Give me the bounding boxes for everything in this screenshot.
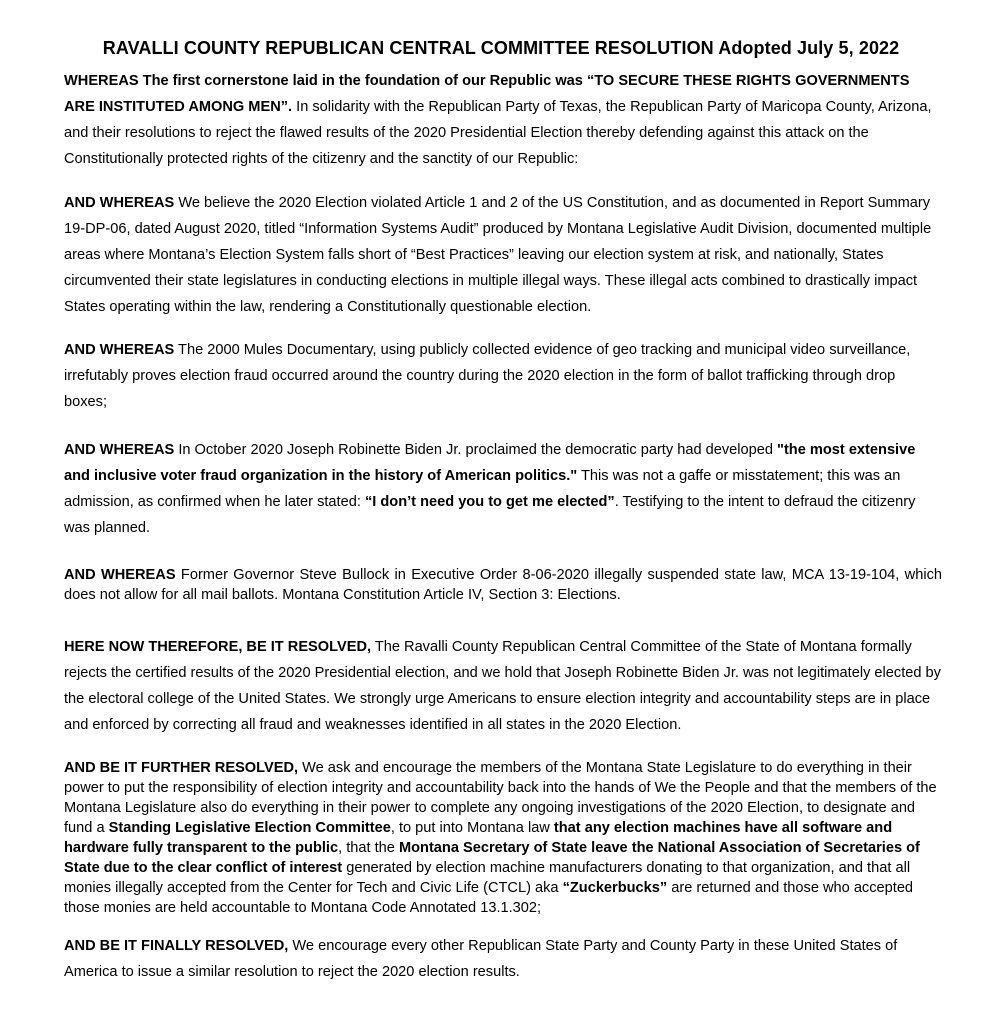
paragraph-text: Former Governor Steve Bullock in Executive Order 8-06-2020 illegally suspended state law, MCA 13-19-104, which does not allow for all mail ballots. Montana Constitution Article IV, Section 3: Elections. [64, 567, 942, 603]
further-resolved-paragraph [64, 758, 942, 918]
whereas-bullock-paragraph [64, 565, 942, 605]
finally-resolved-paragraph [64, 933, 942, 985]
whereas-cornerstone-paragraph [64, 68, 942, 172]
resolved-heading: AND BE IT FINALLY RESOLVED, [64, 938, 289, 954]
paragraph-text: , that the [338, 840, 399, 856]
paragraph-text: . Testifying to the intent to defraud the citizenry was planned. [64, 494, 916, 536]
whereas-2000-mules-paragraph [64, 337, 942, 415]
paragraph-text: In October 2020 Joseph Robinette Biden Jr. proclaimed the democratic party had developed [174, 442, 778, 458]
paragraph-text: The 2000 Mules Documentary, using publicly collected evidence of geo tracking and municipal video surveillance, irrefutably proves election fraud occurred around the country during the 2020 election in the form of ballot trafficking through drop boxes; [64, 342, 911, 410]
whereas-heading: AND WHEREAS [64, 195, 175, 211]
paragraph-text: This was not a gaffe or misstatement; this was an admission, as confirmed when he later stated: [64, 468, 901, 510]
bold-quote: "the most extensive and inclusive voter fraud organization in the history of American politics." [64, 442, 916, 484]
bold-phrase: that any election machines have all software and hardware fully transparent to the public [64, 820, 893, 856]
paragraph-text: In solidarity with the Republican Party of Texas, the Republican Party of Maricopa County, Arizona, and their resolutions to reject the flawed results of the 2020 Presidential Election thereby defending against this attack on the Constitutionally protected rights of the citizenry and the sanctity of our Republic: [64, 99, 932, 167]
paragraph-text: are returned and those who accepted those monies are held accountable to Montana Code Annotated 13.1.302; [64, 880, 914, 916]
whereas-heading: WHEREAS The first cornerstone laid in the foundation of our Republic was “TO SECURE THESE RIGHTS GOVERNMENTS ARE INSTITUTED AMONG MEN”. [64, 73, 910, 115]
bold-phrase: “Zuckerbucks” [562, 880, 668, 896]
bold-phrase: Montana Secretary of State leave the National Association of Secretaries of State due to the clear conflict of interest [64, 840, 920, 876]
resolved-paragraph [64, 634, 942, 738]
paragraph-text: We believe the 2020 Election violated Article 1 and 2 of the US Constitution, and as documented in Report Summary 19-DP-06, dated August 2020, titled “Information Systems Audit” produced by Montana Legislative Audit Division, documented multiple areas where Montana’s Election System falls short of “Best Practices” leaving our election system at risk, and nationally, States circumvented their state legislatures in conducting elections in multiple illegal ways. These illegal acts combined to drastically impact States operating within the law, rendering a Constitutionally questionable election. [64, 195, 932, 315]
whereas-heading: AND WHEREAS [64, 567, 176, 583]
whereas-biden-paragraph [64, 437, 942, 541]
paragraph-text: , to put into Montana law [390, 820, 554, 836]
whereas-heading: AND WHEREAS [64, 442, 175, 458]
paragraph-text: We encourage every other Republican State Party and County Party in these United States of America to issue a similar resolution to reject the 2020 election results. [64, 938, 898, 980]
resolved-heading: AND BE IT FURTHER RESOLVED, [64, 760, 299, 776]
whereas-heading: AND WHEREAS [64, 342, 175, 358]
paragraph-text: generated by election machine manufacturers donating to that organization, and that all monies illegally accepted from the Center for Tech and Civic Life (CTCL) aka [64, 860, 911, 896]
whereas-constitution-paragraph [64, 190, 942, 320]
bold-phrase: Standing Legislative Election Committee [108, 820, 391, 836]
paragraph-text: We ask and encourage the members of the Montana State Legislature to do everything in their power to put the responsibility of election integrity and accountability back into the hands of We the People and that the members of the Montana Legislature also do everything in their power to complete any ongoing investigations of the 2020 Election, to designate and fund a [64, 760, 937, 836]
resolved-heading: HERE NOW THEREFORE, BE IT RESOLVED, [64, 639, 372, 655]
document-title: RAVALLI COUNTY REPUBLICAN CENTRAL COMMITTEE RESOLUTION Adopted July 5, 2022 [102, 38, 900, 58]
bold-quote: “I don’t need you to get me elected” [364, 494, 615, 510]
paragraph-text: The Ravalli County Republican Central Committee of the State of Montana formally rejects the certified results of the 2020 Presidential election, and we hold that Joseph Robinette Biden Jr. was not legitimately elected by the electoral college of the United States. We strongly urge Americans to ensure election integrity and accountability steps are in place and enforced by correcting all fraud and weaknesses identified in all states in the 2020 Election. [64, 639, 941, 733]
